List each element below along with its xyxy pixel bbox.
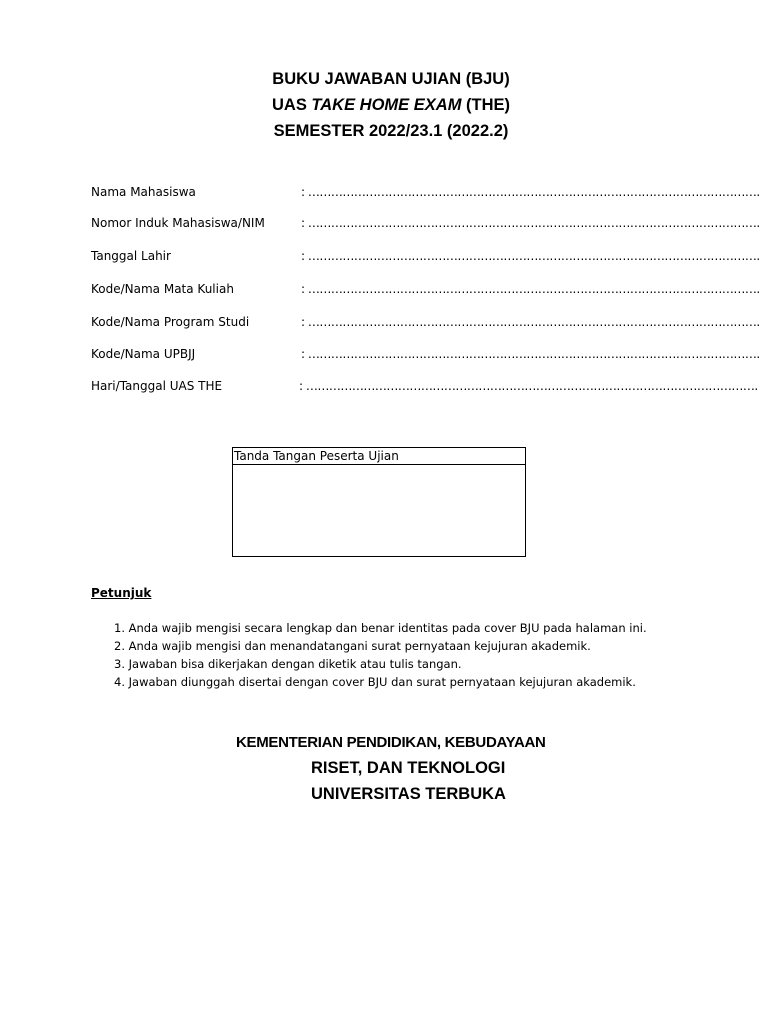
field-blank-tanggal-lahir[interactable]: : ………………………………………………………………………………………………………. — [301, 249, 760, 263]
field-label-tanggal-lahir: Tanggal Lahir — [91, 249, 171, 263]
field-label-nama: Nama Mahasiswa — [91, 185, 196, 199]
title-line-1: BUKU JAWABAN UJIAN (BJU) — [272, 70, 510, 88]
title-line-2-prefix: UAS — [271, 96, 312, 114]
field-label-program-studi: Kode/Nama Program Studi — [91, 315, 250, 329]
petunjuk-item: 4. Jawaban diunggah disertai dengan cover BJU dan surat pernyataan kejujuran akademik. — [114, 675, 636, 689]
petunjuk-item: 3. Jawaban bisa dikerjakan dengan diketik atau tulis tangan. — [114, 657, 462, 671]
petunjuk-list — [114, 619, 647, 691]
title-line-2-italic: TAKE HOME EXAM — [311, 96, 462, 114]
title-line-2-suffix: (THE) — [461, 96, 511, 114]
field-blank-upbjj[interactable]: : ………………………………………………………………………………………………………. — [301, 347, 760, 361]
field-blank-program-studi[interactable]: : ………………………………………………………………………………………………………. — [301, 315, 760, 329]
field-blank-nama[interactable]: : ………………………………………………………………………………………………………. — [301, 185, 760, 199]
field-blank-hari-tanggal[interactable]: : ………………………………………………………………………………………………………. — [299, 379, 758, 393]
footer-ministry-line-1: KEMENTERIAN PENDIDIKAN, KEBUDAYAAN — [236, 734, 546, 751]
footer-ministry-line-2: RISET, DAN TEKNOLOGI — [311, 759, 506, 777]
footer-university-name: UNIVERSITAS TERBUKA — [311, 785, 506, 803]
field-label-hari-tanggal: Hari/Tanggal UAS THE — [91, 379, 223, 393]
document-title — [0, 66, 782, 144]
field-blank-nim[interactable]: : ………………………………………………………………………………………………………. — [301, 216, 760, 230]
signature-box[interactable] — [232, 447, 526, 557]
field-label-upbjj: Kode/Nama UPBJJ — [91, 347, 196, 361]
field-blank-mata-kuliah[interactable]: : ………………………………………………………………………………………………………. — [301, 282, 760, 296]
title-line-3: SEMESTER 2022/23.1 (2022.2) — [273, 122, 509, 140]
field-label-mata-kuliah: Kode/Nama Mata Kuliah — [91, 282, 234, 296]
field-label-nim: Nomor Induk Mahasiswa/NIM — [91, 216, 265, 230]
signature-box-label: Tanda Tangan Peserta Ujian — [233, 448, 525, 465]
petunjuk-item: 1. Anda wajib mengisi secara lengkap dan benar identitas pada cover BJU pada halaman ini. — [114, 621, 647, 635]
petunjuk-item: 2. Anda wajib mengisi dan menandatangani surat pernyataan kejujuran akademik. — [114, 639, 591, 653]
petunjuk-heading: Petunjuk — [91, 586, 152, 600]
title-line-2 — [0, 92, 782, 118]
